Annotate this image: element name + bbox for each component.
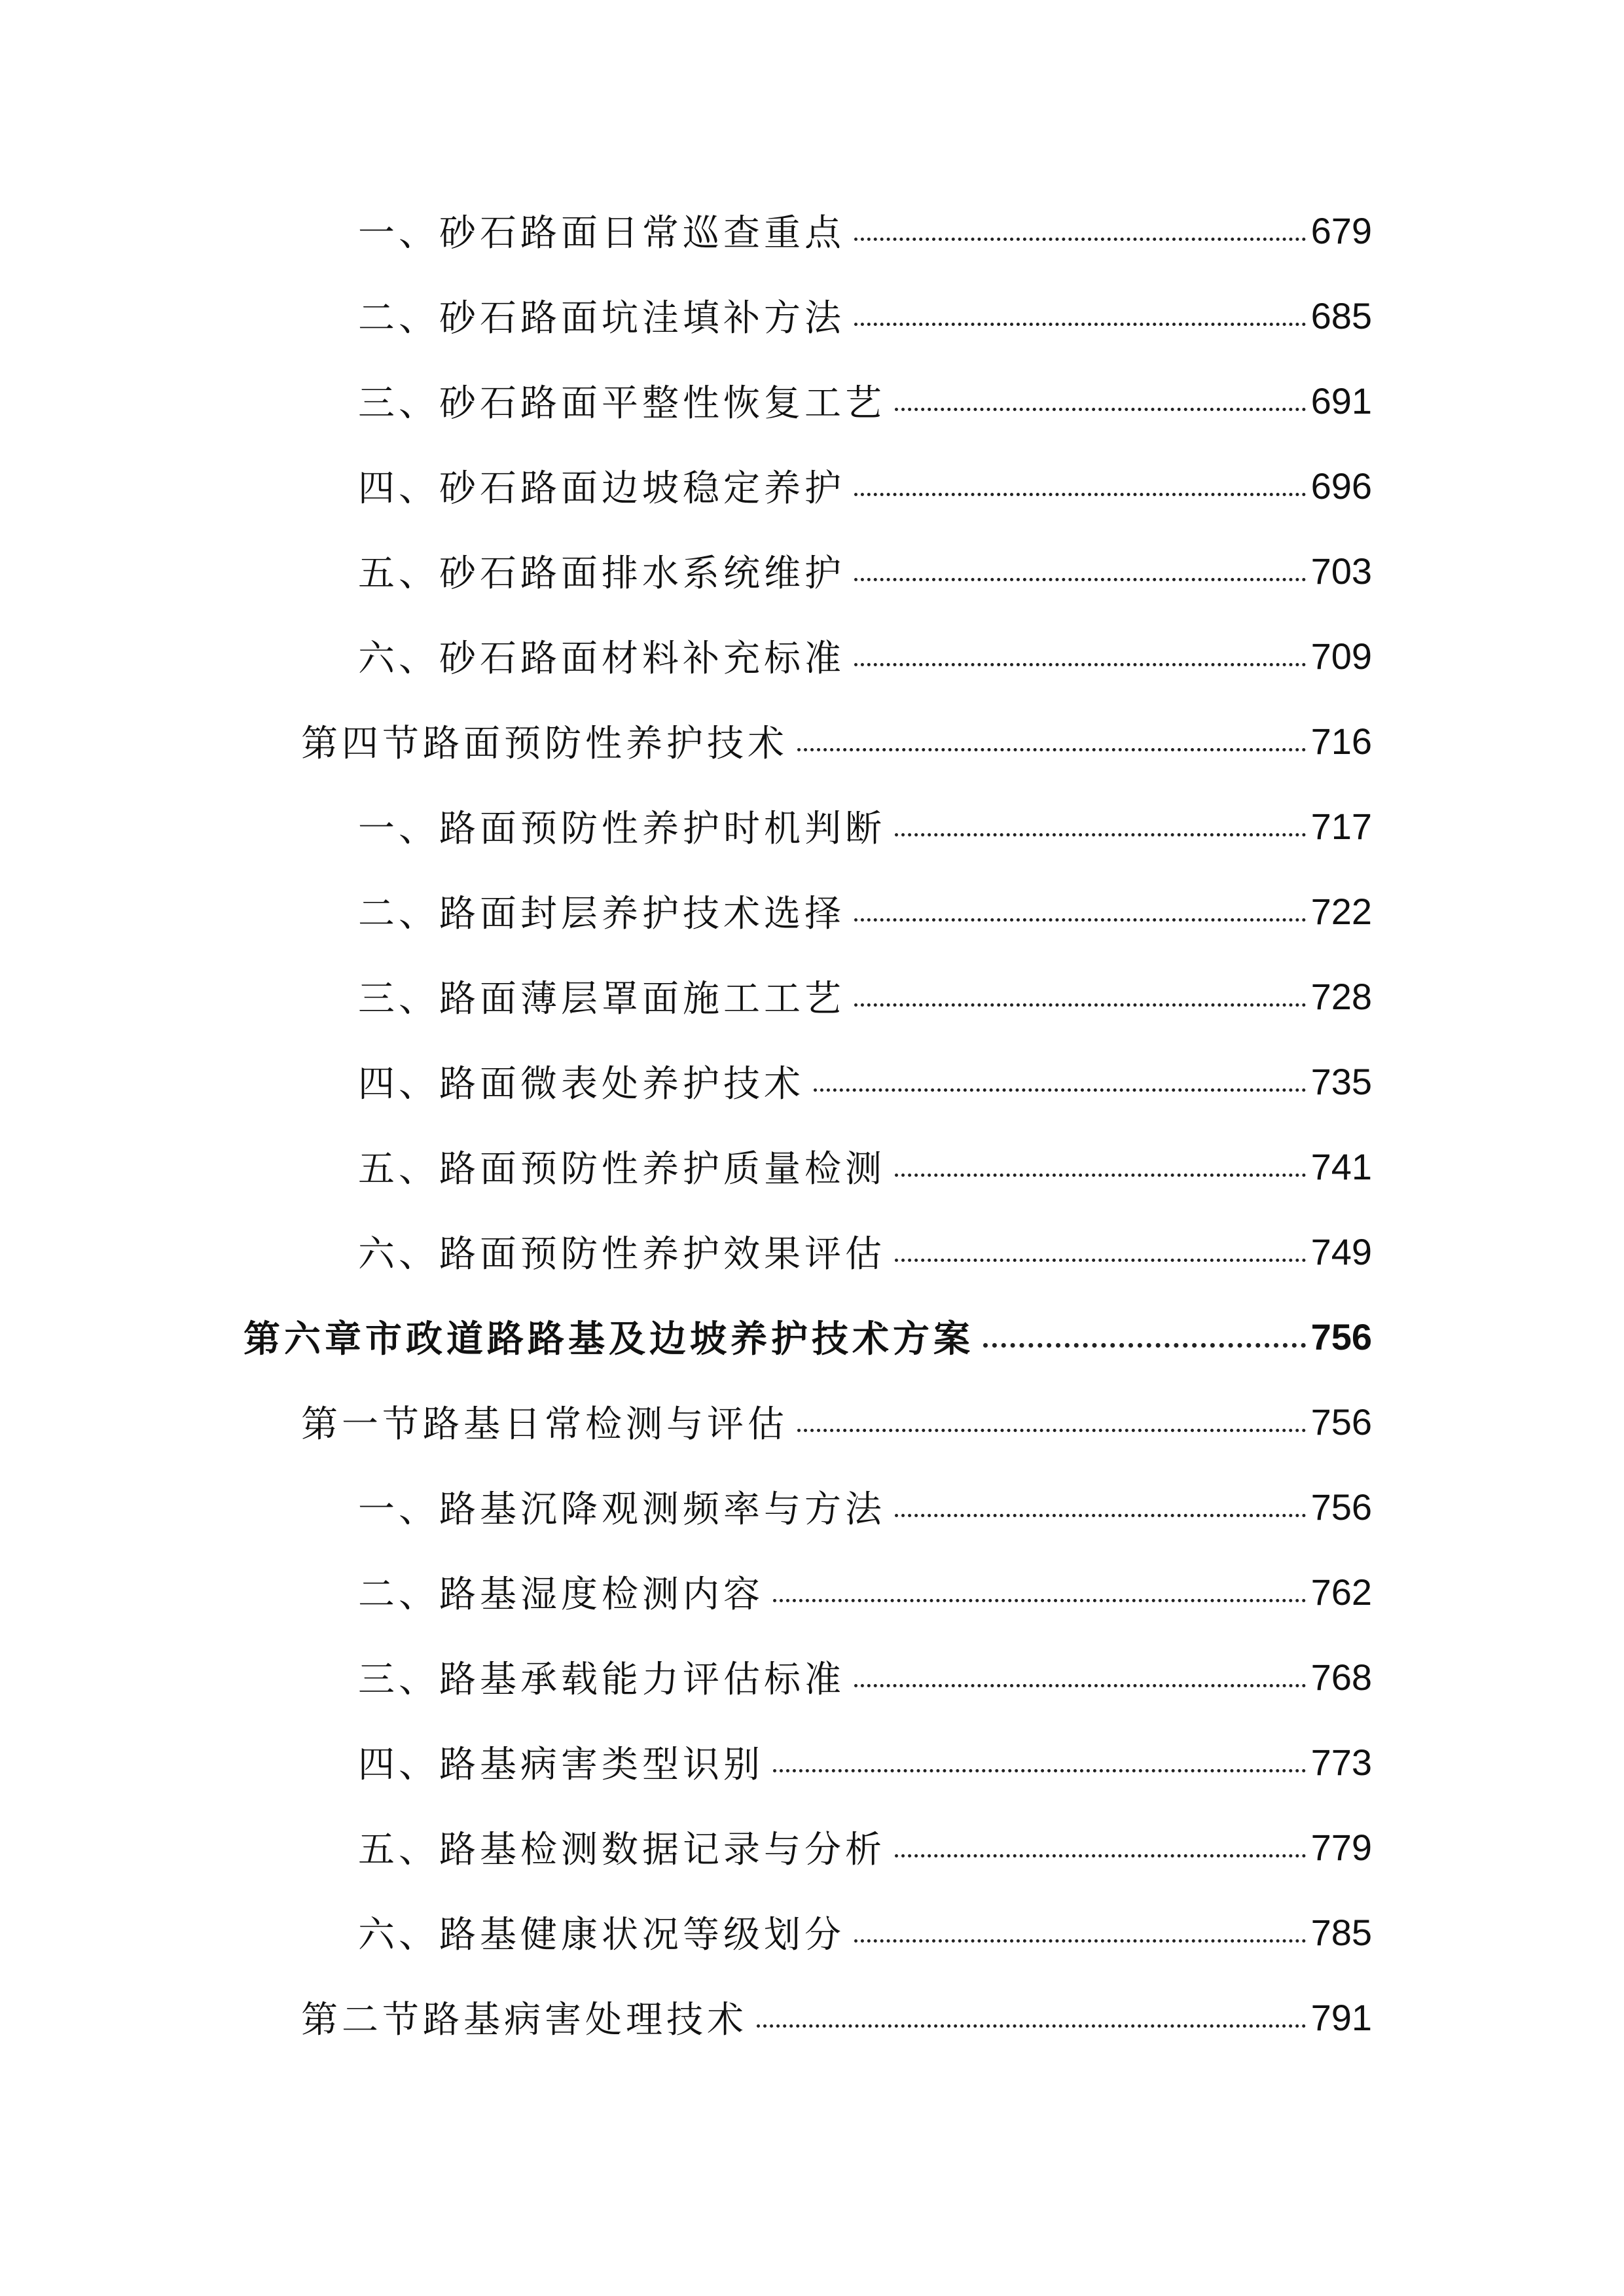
toc-entry-title: 第二节路基病害处理技术	[301, 1999, 748, 2041]
toc-entry[interactable]	[358, 878, 1372, 944]
toc-entry-title: 三、砂石路面平整性恢复工艺	[358, 382, 886, 425]
dot-leader	[854, 663, 1306, 666]
toc-entry-page-number: 722	[1310, 890, 1372, 932]
toc-entry[interactable]	[358, 963, 1372, 1029]
toc-entry-page-number: 717	[1310, 805, 1372, 847]
toc-entry-page-number: 696	[1310, 465, 1372, 507]
toc-entry-page-number: 791	[1310, 1996, 1372, 2038]
dot-leader	[854, 1939, 1306, 1943]
dot-leader	[854, 1684, 1306, 1687]
toc-entry-title: 四、路面微表处养护技术	[358, 1063, 804, 1105]
dot-leader	[773, 1769, 1306, 1772]
dot-leader	[983, 1343, 1306, 1348]
toc-entry-page-number: 703	[1310, 550, 1372, 592]
toc-entry-page-number: 785	[1310, 1911, 1372, 1953]
toc-entry-title: 五、路基检测数据记录与分析	[358, 1829, 886, 1871]
toc-entry-title: 三、路基承载能力评估标准	[358, 1659, 845, 1701]
dot-leader	[854, 238, 1306, 241]
dot-leader	[895, 1174, 1306, 1177]
dot-leader	[757, 2024, 1306, 2028]
toc-entry-title: 第四节路面预防性养护技术	[301, 723, 788, 765]
toc-entry[interactable]	[301, 1984, 1372, 2050]
toc-entry[interactable]	[358, 1219, 1372, 1284]
toc-entry[interactable]	[301, 708, 1372, 774]
dot-leader	[854, 1003, 1306, 1007]
toc-entry-title: 二、路基湿度检测内容	[358, 1573, 764, 1616]
dot-leader	[854, 578, 1306, 581]
toc-entry[interactable]	[358, 1899, 1372, 1965]
toc-entry[interactable]	[358, 453, 1372, 518]
toc-entry-page-number: 735	[1310, 1060, 1372, 1102]
toc-entry[interactable]	[358, 1644, 1372, 1710]
toc-entry-title: 二、路面封层养护技术选择	[358, 893, 845, 935]
dot-leader	[895, 833, 1306, 836]
dot-leader	[895, 1514, 1306, 1517]
toc-entry[interactable]	[358, 368, 1372, 433]
dot-leader	[773, 1599, 1306, 1602]
toc-entry-page-number: 685	[1310, 295, 1372, 336]
toc-entry-page-number: 716	[1310, 720, 1372, 762]
toc-entry-page-number: 762	[1310, 1571, 1372, 1613]
toc-entry[interactable]	[358, 1474, 1372, 1539]
toc-entry-page-number: 709	[1310, 635, 1372, 677]
toc-entry-title: 六、路面预防性养护效果评估	[358, 1233, 886, 1276]
toc-entry[interactable]	[358, 1134, 1372, 1199]
dot-leader	[895, 408, 1306, 411]
toc-entry-title: 四、路基病害类型识别	[358, 1744, 764, 1786]
toc-entry-page-number: 756	[1310, 1486, 1372, 1528]
toc-entry-page-number: 768	[1310, 1656, 1372, 1698]
dot-leader	[797, 1429, 1306, 1432]
toc-entry-page-number: 773	[1310, 1741, 1372, 1783]
toc-entry-title: 一、路面预防性养护时机判断	[358, 808, 886, 850]
toc-entry[interactable]	[244, 1304, 1372, 1369]
toc-entry-title: 二、砂石路面坑洼填补方法	[358, 297, 845, 340]
dot-leader	[895, 1854, 1306, 1857]
toc-entry[interactable]	[358, 1729, 1372, 1795]
toc-entry-page-number: 728	[1310, 975, 1372, 1017]
toc-entry[interactable]	[358, 1559, 1372, 1624]
toc-entry-title: 四、砂石路面边坡稳定养护	[358, 467, 845, 510]
toc-entry-page-number: 749	[1310, 1230, 1372, 1272]
dot-leader	[854, 918, 1306, 922]
toc-entry[interactable]	[358, 198, 1372, 263]
toc-entry[interactable]	[358, 793, 1372, 859]
toc-entry-title: 三、路面薄层罩面施工工艺	[358, 978, 845, 1020]
toc-entry[interactable]	[358, 1049, 1372, 1114]
toc-entry-page-number: 741	[1310, 1145, 1372, 1187]
dot-leader	[854, 493, 1306, 496]
toc-entry-title: 六、砂石路面材料补充标准	[358, 637, 845, 680]
toc-entry-page-number: 779	[1310, 1826, 1372, 1868]
toc-entry[interactable]	[358, 538, 1372, 603]
toc-entry-title: 一、路基沉降观测频率与方法	[358, 1488, 886, 1531]
toc-entry-title: 第六章市政道路路基及边坡养护技术方案	[244, 1318, 974, 1361]
toc-entry-page-number: 756	[1310, 1316, 1372, 1357]
dot-leader	[814, 1088, 1306, 1092]
dot-leader	[854, 323, 1306, 326]
dot-leader	[797, 748, 1306, 751]
toc-entry-title: 五、路面预防性养护质量检测	[358, 1148, 886, 1191]
toc-entry-title: 六、路基健康状况等级划分	[358, 1914, 845, 1956]
toc-entry-title: 五、砂石路面排水系统维护	[358, 552, 845, 595]
toc-entry[interactable]	[358, 623, 1372, 689]
toc-entry-page-number: 679	[1310, 209, 1372, 251]
toc-entry[interactable]	[358, 283, 1372, 348]
dot-leader	[895, 1259, 1306, 1262]
toc-entry-page-number: 756	[1310, 1401, 1372, 1443]
toc-entry[interactable]	[301, 1389, 1372, 1454]
toc-entry-title: 第一节路基日常检测与评估	[301, 1403, 788, 1446]
toc-entry[interactable]	[358, 1814, 1372, 1880]
toc-entry-title: 一、砂石路面日常巡查重点	[358, 212, 845, 255]
toc-entry-page-number: 691	[1310, 380, 1372, 422]
